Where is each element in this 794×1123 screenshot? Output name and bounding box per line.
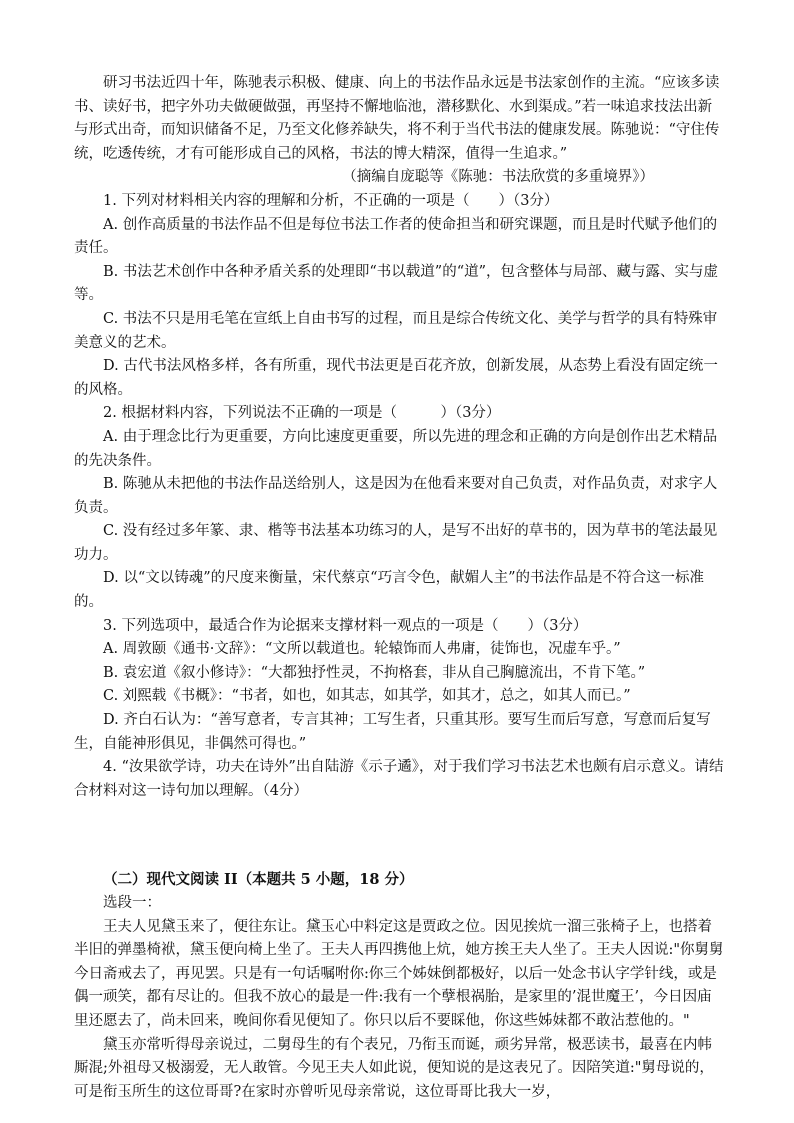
- document-page: [74, 72, 724, 1104]
- question-1-option-a: A. 创作高质量的书法作品不但是每位书法工作者的使命担当和研究课题，而且是时代赋予他们的责任。: [74, 216, 718, 257]
- section-spacer: [74, 803, 724, 868]
- question-3-option-c: C. 刘熙载《书概》：“书者，如也，如其志，如其学，如其才，总之，如其人而已。”: [103, 688, 631, 705]
- question-1-option-b: B. 书法艺术创作中各种矛盾关系的处理即“书以载道”的“道”，包含整体与局部、藏与露、实与虚等。: [74, 263, 719, 304]
- question-2-option-d: D. 以“文以铸魂”的尺度来衡量，宋代蔡京“巧言令色，献媚人主”的书法作品是不符合这一标准的。: [74, 570, 704, 611]
- question-2-option-b: B. 陈驰从未把他的书法作品送给别人，这是因为在他看来要对自己负责，对作品负责，对求字人负责。: [74, 476, 718, 516]
- question-3-option-b: B. 袁宏道《叙小修诗》：“大都独抒性灵，不拘格套，非从自己胸臆流出，不肯下笔。”: [103, 664, 646, 681]
- passage-paragraph: 研习书法近四十年，陈驰表示积极、健康、向上的书法作品永远是书法家创作的主流。“应该多读书、读好书，把字外功夫做硬做强，再坚持不懈地临池，潜移默化、水到渠成。”若一味追求技法出新与形式出奇，而知识储备不足，乃至文化修养缺失，将不利于当代书法的健康发展。陈驰说：“守住传统，吃透传统，才有可能形成自己的风格，书法的博大精深，值得一生追求。”: [74, 75, 720, 162]
- question-3-stem: 3. 下列选项中，最适合作为论据来支撑材料一观点的一项是（ ）（3分）: [103, 617, 588, 634]
- excerpt-paragraph-1: 王夫人见黛玉来了，便往东让。黛玉心中料定这是贾政之位。因见挨炕一溜三张椅子上，也搭着半旧的弹墨椅袱，黛玉便向椅上坐了。王夫人再四携他上炕，她方挨王夫人坐了。王夫人因说:"你舅舅今日斋戒去了，再见罢。只是有一句话嘱咐你:你三个姊妹倒都极好，以后一处念书认字学针线，或是偶一顽笑，都有尽让的。但我不放心的最是一件:我有一个孽根祸胎，是家里的’混世魔王’，今日因庙里还愿去了，尚未回来，晚间你看见便知了。你只以后不要睬他，你这些姊妹都不敢沾惹他的。": [74, 918, 724, 1029]
- question-3-option-d: D. 齐白石认为：“善写意者，专言其神；工写生者，只重其形。要写生而后写意，写意而后复写生，自能神形俱见，非偶然可得也。”: [74, 712, 711, 752]
- question-1-stem: 1. 下列对材料相关内容的理解和分析，不正确的一项是（ ）（3分）: [103, 192, 559, 209]
- question-3-option-a: A. 周敦颐《通书·文辞》：“文所以载道也。轮辕饰而人弗庸，徒饰也，况虚车乎。”: [103, 641, 621, 658]
- question-1-option-c: C. 书法不只是用毛笔在宣纸上自由书写的过程，而且是综合传统文化、美学与哲学的具有特殊审美意义的艺术。: [74, 310, 718, 351]
- section-2-title: （二）现代文阅读 II（本题共 5 小题，18 分）: [103, 871, 414, 889]
- excerpt-paragraph-2: 黛玉亦常听得母亲说过，二舅母生的有个表兄，乃衔玉而诞，顽劣异常，极恶读书，最喜在内帏厮混;外祖母又极溺爱，无人敢管。今见王夫人如此说，便知说的是这表兄了。因陪笑道:"舅母说的，可是衔玉所生的这位哥哥?在家时亦曾听见母亲常说，这位哥哥比我大一岁，: [74, 1036, 714, 1100]
- question-2-option-c: C. 没有经过多年篆、隶、楷等书法基本功练习的人，是写不出好的草书的，因为草书的笔法最见功力。: [74, 523, 718, 563]
- question-2-option-a: A. 由于理念比行为更重要，方向比速度更重要，所以先进的理念和正确的方向是创作出艺术精品的先决条件。: [74, 428, 718, 469]
- question-2-stem: 2. 根据材料内容，下列说法不正确的一项是（ ）（3分）: [103, 405, 501, 422]
- excerpt-label: 选段一：: [103, 895, 161, 911]
- question-4-stem: 4. “汝果欲学诗，功夫在诗外”出自陆游《示子遹》，对于我们学习书法艺术也颇有启示意义。请结合材料对这一诗句加以理解。（4分）: [74, 759, 724, 799]
- source-citation: （摘编自庞聪等《陈驰：书法欣赏的多重境界》）: [342, 169, 654, 186]
- question-1-option-d: D. 古代书法风格多样，各有所重，现代书法更是百花齐放，创新发展，从态势上看没有固定统一的风格。: [74, 358, 718, 398]
